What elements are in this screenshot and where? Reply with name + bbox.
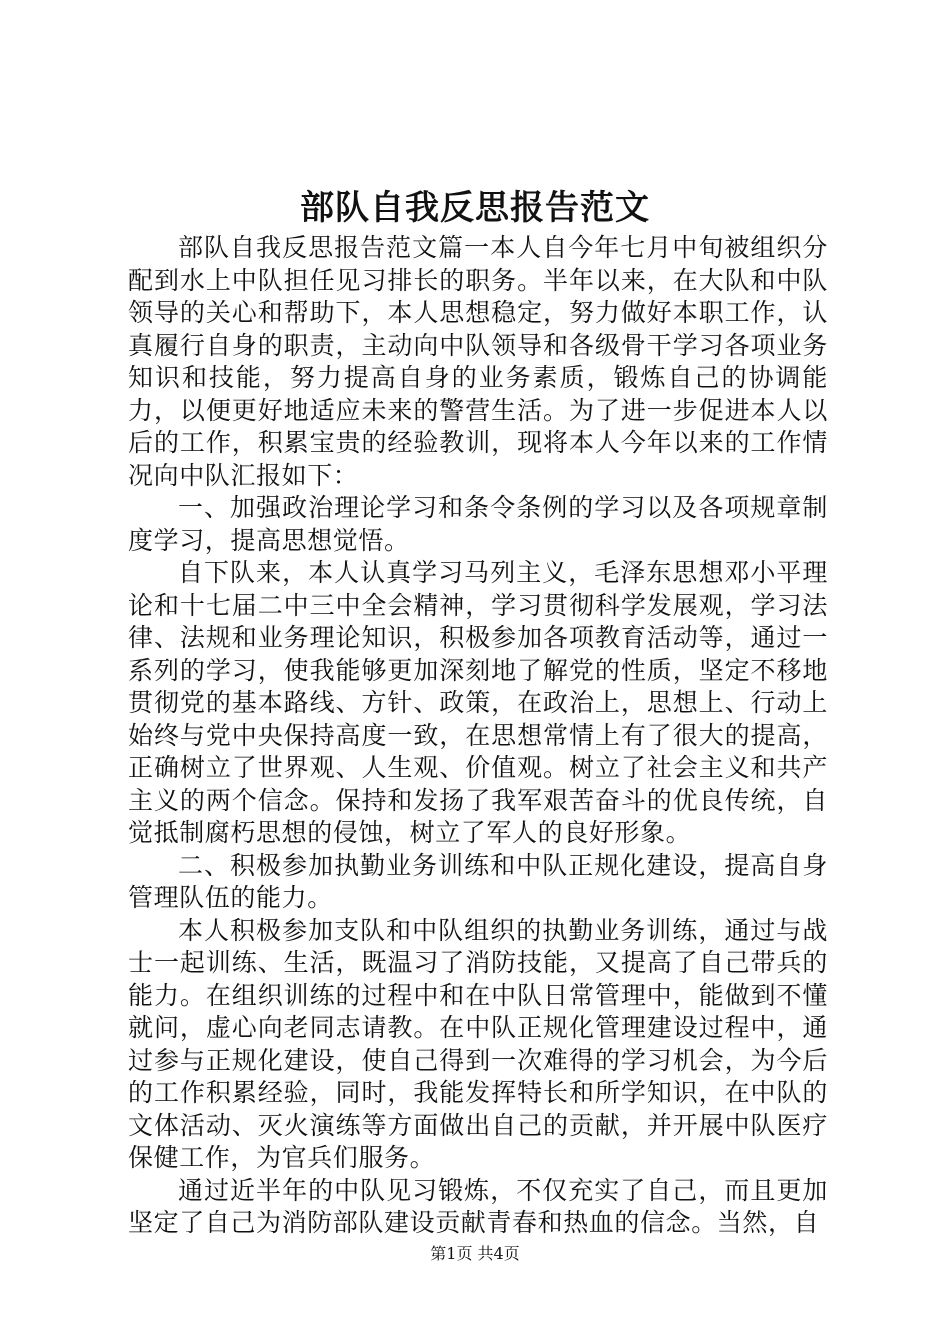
document-body bbox=[128, 232, 828, 1240]
section-heading: 一、加强政治理论学习和条令条例的学习以及各项规章制度学习，提高思想觉悟。 bbox=[128, 493, 828, 555]
section-heading: 二、积极参加执勤业务训练和中队正规化建设，提高自身管理队伍的能力。 bbox=[128, 850, 828, 912]
paragraph: 自下队来，本人认真学习马列主义，毛泽东思想邓小平理论和十七届二中三中全会精神，学习贯彻科学发展观，学习法律、法规和业务理论知识，积极参加各项教育活动等，通过一系列的学习，使我能够更加深刻地了解党的性质，坚定不移地贯彻党的基本路线、方针、政策，在政治上，思想上、行动上始终与党中央保持高度一致，在思想常情上有了很大的提高，正确树立了世界观、人生观、价值观。树立了社会主义和共产主义的两个信念。保持和发扬了我军艰苦奋斗的优良传统，自觉抵制腐朽思想的侵蚀，树立了军人的良好形象。 bbox=[128, 558, 828, 847]
paragraph: 通过近半年的中队见习锻炼，不仅充实了自己，而且更加坚定了自己为消防部队建设贡献青春和热血的信念。当然，自 bbox=[128, 1175, 828, 1237]
page-number-footer: 第1页 共4页 bbox=[430, 1244, 520, 1263]
paragraph: 部队自我反思报告范文篇一本人自今年七月中旬被组织分配到水上中队担任见习排长的职务。半年以来，在大队和中队领导的关心和帮助下，本人思想稳定，努力做好本职工作，认真履行自身的职责，主动向中队领导和各级骨干学习各项业务知识和技能，努力提高自身的业务素质，锻炼自己的协调能力，以便更好地适应未来的警营生活。为了进一步促进本人以后的工作，积累宝贵的经验教训，现将本人今年以来的工作情况向中队汇报如下： bbox=[128, 233, 828, 490]
document-title: 部队自我反思报告范文 bbox=[300, 188, 650, 228]
paragraph: 本人积极参加支队和中队组织的执勤业务训练，通过与战士一起训练、生活，既温习了消防技能，又提高了自己带兵的能力。在组织训练的过程中和在中队日常管理中，能做到不懂就问，虚心向老同志请教。在中队正规化管理建设过程中，通过参与正规化建设，使自己得到一次难得的学习机会，为今后的工作积累经验，同时，我能发挥特长和所学知识，在中队的文体活动、灭火演练等方面做出自己的贡献，并开展中队医疗保健工作，为官兵们服务。 bbox=[128, 915, 828, 1172]
